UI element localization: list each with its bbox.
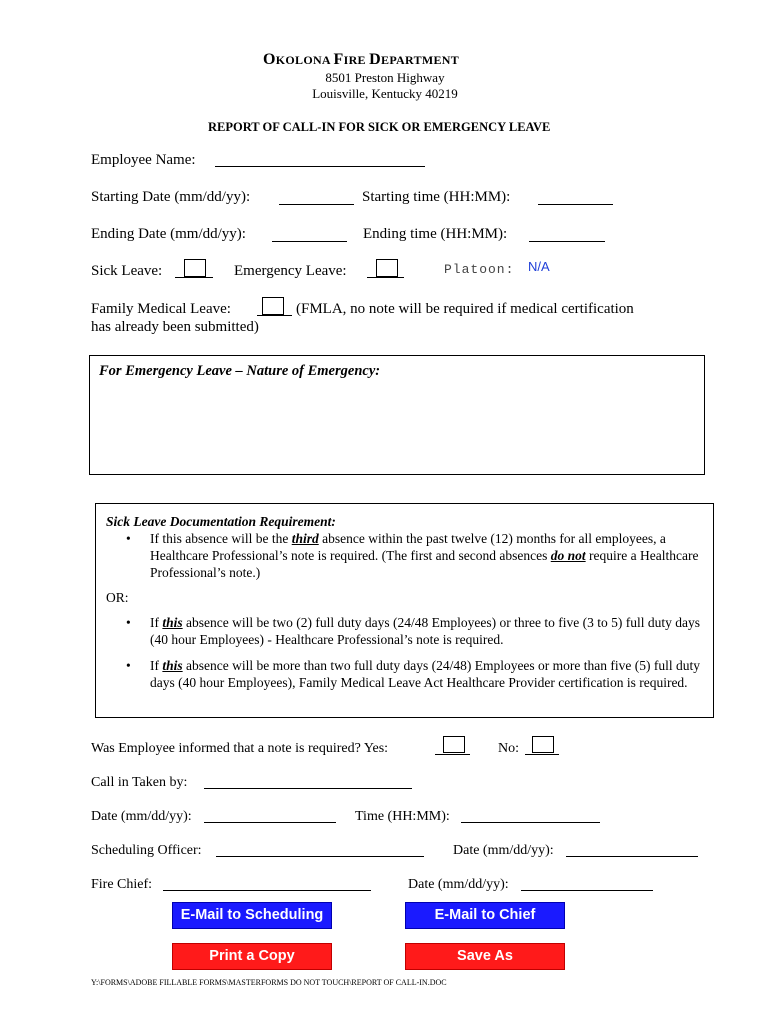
sick-leave-checkbox[interactable]	[184, 259, 206, 277]
title-part: D	[369, 51, 382, 68]
text-part: require a Healthcare Professional’s note.)	[150, 548, 699, 580]
fmla-checkbox[interactable]	[262, 297, 284, 315]
checkbox-underline	[257, 315, 292, 316]
title-part: O	[263, 51, 276, 68]
scheduling-officer-field[interactable]	[216, 856, 424, 857]
emergency-nature-box[interactable]	[89, 355, 705, 475]
page-title	[263, 51, 459, 69]
ending-time-field[interactable]	[529, 241, 605, 242]
starting-date-label: Starting Date (mm/dd/yy):	[91, 189, 251, 205]
fmla-label: Family Medical Leave:	[91, 301, 231, 317]
employee-name-field[interactable]	[215, 166, 425, 167]
starting-time-label: Starting time (HH:MM):	[362, 189, 511, 205]
text-part: If this absence will be the	[150, 531, 292, 546]
sick-leave-label: Sick Leave:	[91, 263, 163, 279]
ending-time-label: Ending time (HH:MM):	[363, 226, 508, 242]
employee-name-label: Employee Name:	[91, 152, 196, 168]
checkbox-underline	[367, 277, 404, 278]
emphasis-this: this	[162, 658, 183, 673]
ending-date-label: Ending Date (mm/dd/yy):	[91, 226, 246, 242]
time-label: Time (HH:MM):	[355, 809, 450, 824]
print-copy-button[interactable]: Print a Copy	[172, 943, 332, 970]
date-field-2[interactable]	[566, 856, 698, 857]
fmla-note-cont: has already been submitted)	[91, 319, 259, 335]
emphasis-do-not: do not	[550, 548, 586, 563]
date-label: Date (mm/dd/yy):	[91, 809, 192, 824]
emphasis-this: this	[162, 615, 183, 630]
title-part: EPARTMENT	[381, 53, 460, 67]
title-part: F	[333, 51, 344, 68]
text-part: absence will be two (2) full duty days (24/48 Employees) or three to five (3 to 5) full duty days (40 hour Employees) - Healthcare Professional’s note is required.	[150, 615, 701, 647]
checkbox-underline	[525, 754, 559, 755]
checkbox-underline	[435, 754, 470, 755]
ending-date-field[interactable]	[272, 241, 347, 242]
requirement-third-absence	[150, 530, 710, 581]
date-field-3[interactable]	[521, 890, 653, 891]
bullet-icon: •	[126, 615, 131, 630]
title-part: KOLONA	[275, 53, 334, 67]
time-field[interactable]	[461, 822, 600, 823]
requirement-fmla	[150, 657, 710, 691]
call-taken-label: Call in Taken by:	[91, 775, 188, 790]
emergency-nature-heading: For Emergency Leave – Nature of Emergency:	[99, 363, 381, 379]
emergency-leave-checkbox[interactable]	[376, 259, 398, 277]
emphasis-third: third	[291, 531, 319, 546]
emergency-leave-label: Emergency Leave:	[234, 263, 347, 279]
informed-no-checkbox[interactable]	[532, 736, 554, 753]
email-chief-button[interactable]: E-Mail to Chief	[405, 902, 565, 929]
informed-label: Was Employee informed that a note is required? Yes:	[91, 741, 389, 756]
date-field[interactable]	[204, 822, 336, 823]
address-line-2: Louisville, Kentucky 40219	[312, 86, 458, 101]
title-part: IRE	[343, 53, 370, 67]
informed-no-label: No:	[498, 741, 519, 756]
bullet-icon: •	[126, 658, 131, 673]
platoon-label: Platoon:	[444, 262, 515, 277]
date-label-2: Date (mm/dd/yy):	[453, 843, 554, 858]
starting-date-field[interactable]	[279, 204, 354, 205]
informed-yes-checkbox[interactable]	[443, 736, 465, 753]
date-label-3: Date (mm/dd/yy):	[408, 877, 509, 892]
sick-leave-requirements-box	[95, 503, 714, 718]
bullet-icon: •	[126, 531, 131, 546]
text-part: absence within the past twelve (12) months for all employees, a Healthcare Professional’s note is required. (The first and second absences	[150, 531, 666, 563]
requirement-duty-days	[150, 614, 710, 648]
fire-chief-field[interactable]	[163, 890, 371, 891]
fmla-note: (FMLA, no note will be required if medical certification	[296, 301, 634, 317]
scheduling-officer-label: Scheduling Officer:	[91, 843, 202, 858]
text-part: absence will be more than two full duty days (24/48) Employees or more than five (5) full duty days (40 hour Employees), Family Medical Leave Act Healthcare Provider certification is required.	[150, 658, 701, 690]
email-scheduling-button[interactable]: E-Mail to Scheduling	[172, 902, 332, 929]
or-label: OR:	[106, 590, 129, 605]
platoon-value[interactable]: N/A	[528, 259, 550, 274]
text-part: If	[150, 658, 163, 673]
save-as-button[interactable]: Save As	[405, 943, 565, 970]
call-taken-field[interactable]	[204, 788, 412, 789]
sick-leave-requirements-heading: Sick Leave Documentation Requirement:	[106, 514, 336, 529]
address-line-1: 8501 Preston Highway	[325, 70, 445, 85]
starting-time-field[interactable]	[538, 204, 613, 205]
checkbox-underline	[175, 277, 213, 278]
report-title: REPORT OF CALL-IN FOR SICK OR EMERGENCY LEAVE	[208, 120, 551, 134]
fire-chief-label: Fire Chief:	[91, 877, 153, 892]
text-part: If	[150, 615, 163, 630]
footer-file-path: Y:\FORMS\ADOBE FILLABLE FORMS\MASTERFORMS DO NOT TOUCH\REPORT OF CALL-IN.DOC	[91, 978, 447, 987]
